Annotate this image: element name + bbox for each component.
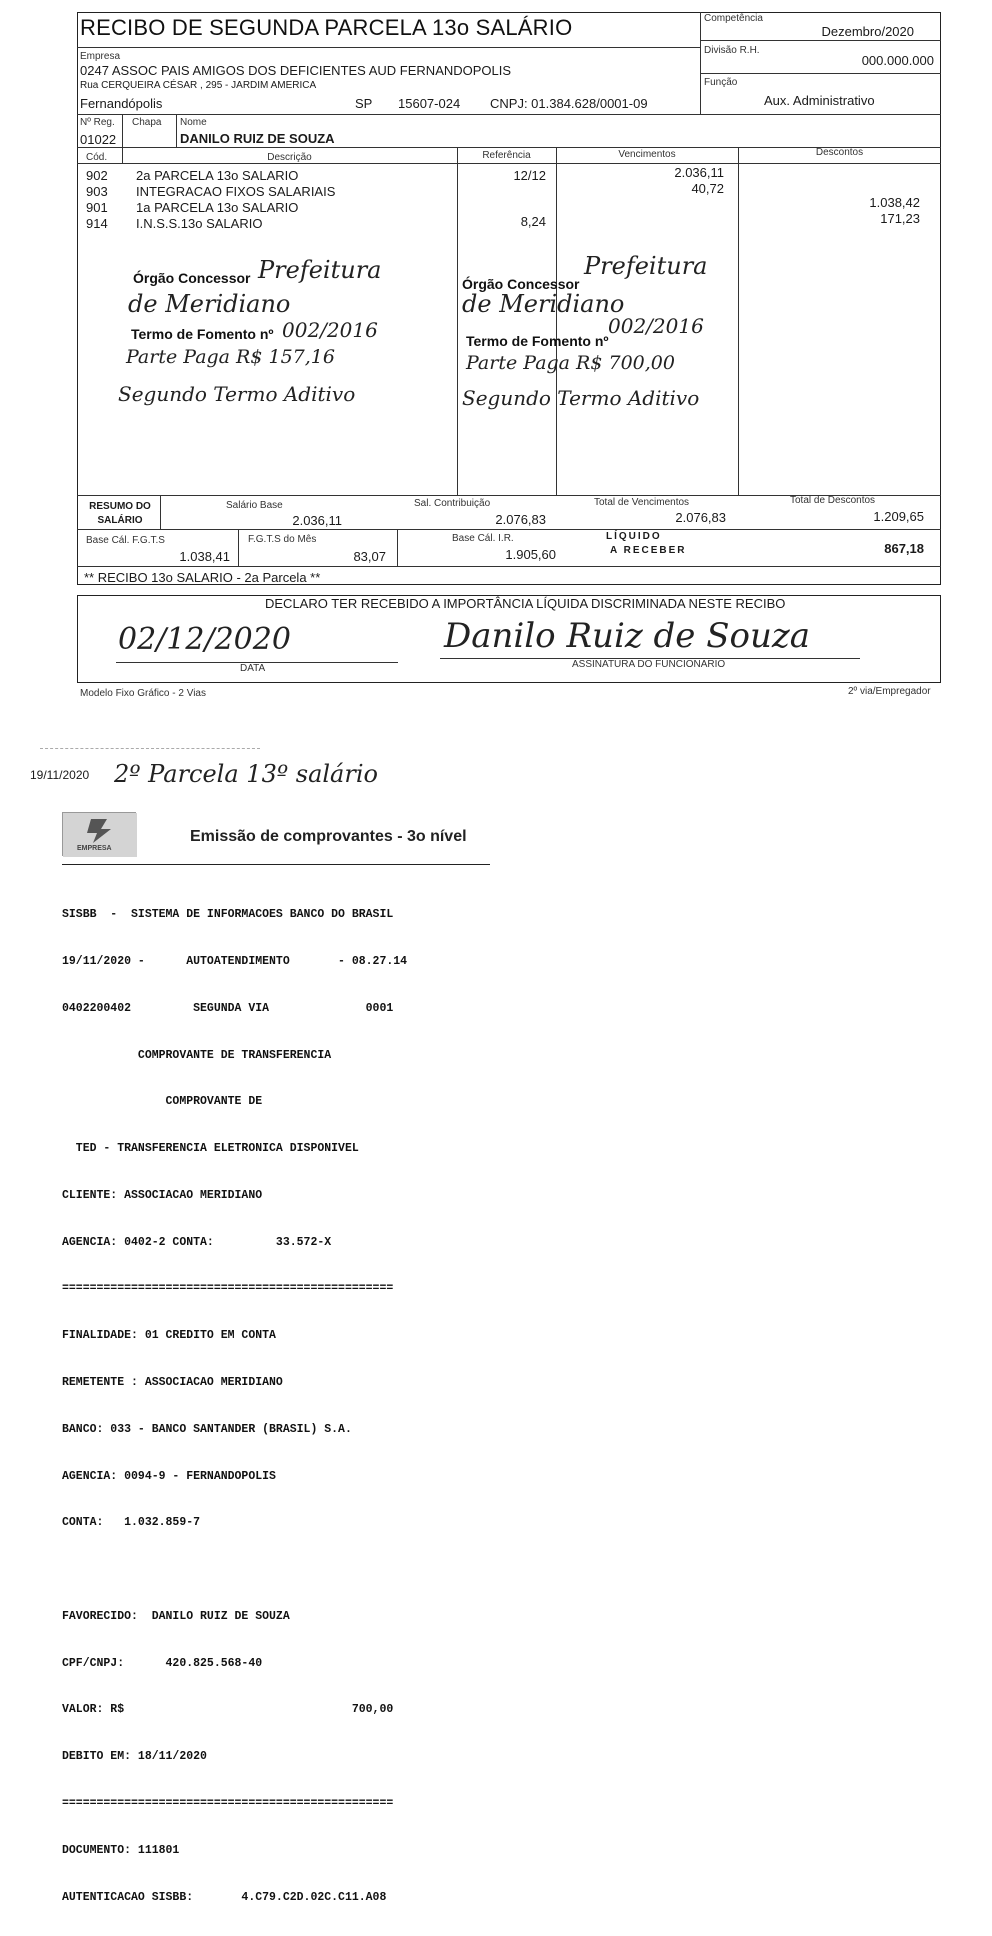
resumo-label: RESUMO DO SALÁRIO (89, 501, 151, 526)
sal-contrib-value: 2.076,83 (495, 512, 546, 527)
liquido-label-2: A RECEBER (610, 545, 687, 556)
divisao-value: 000.000.000 (861, 53, 934, 68)
row-desc: INTEGRACAO FIXOS SALARIAIS (136, 184, 336, 199)
empresa-cnpj: CNPJ: 01.384.628/0001-09 (490, 96, 648, 111)
liquido-label-1: LÍQUIDO (606, 531, 662, 542)
stamp-right-orgao-label: Órgão Concessor (462, 276, 580, 292)
funcao-value: Aux. Administrativo (764, 93, 875, 108)
comprovante-line: AGENCIA: 0094-9 - FERNANDOPOLIS (62, 1469, 276, 1483)
row-desc: I.N.S.S.13o SALARIO (136, 216, 263, 231)
col-descontos-header: Descontos (815, 147, 864, 158)
logo-text: EMPRESA (77, 845, 112, 852)
salario-base-value: 2.036,11 (292, 513, 342, 528)
receipt-title: RECIBO DE SEGUNDA PARCELA 13o SALÁRIO (80, 15, 573, 40)
competencia-label: Competência (704, 13, 763, 24)
fgts-mes-value: 83,07 (353, 549, 386, 564)
comprovante-line: BANCO: 033 - BANCO SANTANDER (BRASIL) S.A. (62, 1422, 352, 1436)
row-desc: 2a PARCELA 13o SALARIO (136, 168, 299, 183)
row-descontos: 171,23 (880, 211, 920, 226)
comprovante-line: FINALIDADE: 01 CREDITO EM CONTA (62, 1329, 276, 1343)
comprovante-line: REMETENTE : ASSOCIACAO MERIDIANO (62, 1376, 283, 1389)
nome-value: DANILO RUIZ DE SOUZA (180, 131, 335, 146)
stamp-left-line4: Segundo Termo Aditivo (118, 382, 356, 406)
liquido-value: 867,18 (884, 541, 924, 556)
funcao-label: Função (704, 77, 738, 88)
comprovante-line: 19/11/2020 - AUTOATENDIMENTO - 08.27.14 (62, 954, 408, 968)
total-venc-label: Total de Vencimentos (594, 497, 690, 508)
comprovante-line: FAVORECIDO: DANILO RUIZ DE SOUZA (62, 1609, 290, 1623)
salario-base-label: Salário Base (226, 500, 283, 511)
nome-label: Nome (180, 117, 207, 128)
empresa-label: Empresa (80, 51, 121, 62)
stamp-right-line4: Segundo Termo Aditivo (462, 386, 700, 410)
stamp-right-orgao-hand2: de Meridiano (462, 290, 625, 318)
row-cod: 901 (86, 200, 108, 215)
nreg-label: Nº Reg. (80, 117, 115, 128)
base-fgts-label: Base Cál. F.G.T.S (86, 535, 165, 546)
competencia-value: Dezembro/2020 (821, 24, 914, 39)
signature-handwritten: Danilo Ruiz de Souza (444, 616, 811, 656)
row-ref: 12/12 (513, 168, 546, 183)
comprovante-line: ================================================ (62, 1282, 394, 1296)
row-ref: 8,24 (520, 214, 546, 229)
company-logo (62, 812, 136, 856)
comprovante-line: DOCUMENTO: 111801 (62, 1843, 180, 1857)
comprovante-line: COMPROVANTE DE (62, 1095, 263, 1109)
sal-contrib-label: Sal. Contribuição (414, 498, 491, 509)
signature-label: ASSINATURA DO FUNCIONARIO (572, 659, 726, 670)
comprovante-date: 19/11/2020 (30, 768, 90, 782)
comprovante-hand-note: 2º Parcela 13º salário (114, 760, 378, 788)
row-cod: 903 (86, 184, 108, 199)
col-ref-header: Referência (482, 150, 531, 161)
declaration-text: DECLARO TER RECEBIDO A IMPORTÂNCIA LÍQUIDA DISCRIMINADA NESTE RECIBO (265, 596, 786, 611)
comprovante-line: DEBITO EM: 18/11/2020 (62, 1750, 207, 1764)
empresa-state: SP (355, 96, 373, 111)
comprovante-line: SISBB - SISTEMA DE INFORMACOES BANCO DO BRASIL (62, 908, 394, 922)
receipt-footer-note: ** RECIBO 13o SALARIO - 2a Parcela ** (84, 570, 321, 585)
comprovante-line: TED - TRANSFERENCIA ELETRONICA DISPONIVEL (62, 1142, 359, 1156)
comprovante-line: CONTA: 1.032.859-7 (62, 1516, 201, 1530)
stamp-right-orgao-hand: Prefeitura (584, 252, 708, 280)
via-note: 2º via/Empregador (848, 686, 931, 697)
comprovante-body (62, 876, 407, 1936)
base-fgts-value: 1.038,41 (179, 549, 230, 564)
comprovante-line: 0402200402 SEGUNDA VIA 0001 (62, 1001, 394, 1015)
date-label: DATA (240, 663, 266, 674)
nreg-value: 01022 (80, 132, 117, 147)
stamp-left-orgao-hand: Prefeitura (258, 256, 382, 284)
stamp-right-termo-hand: 002/2016 (608, 314, 704, 338)
base-ir-value: 1.905,60 (505, 547, 556, 562)
stamp-left-termo-hand: 002/2016 (282, 318, 378, 342)
row-venc: 40,72 (691, 181, 724, 196)
row-venc: 2.036,11 (674, 165, 724, 180)
stamp-left-orgao-label: Órgão Concessor (133, 270, 251, 286)
stamp-left-orgao-hand2: de Meridiano (128, 290, 291, 318)
row-descontos: 1.038,42 (869, 195, 920, 210)
col-desc-header: Descrição (267, 152, 312, 163)
row-desc: 1a PARCELA 13o SALARIO (136, 200, 299, 215)
row-cod: 914 (86, 216, 108, 231)
comprovante-line (62, 1562, 407, 1578)
fgts-mes-label: F.G.T.S do Mês (248, 534, 317, 545)
stamp-right-line3: Parte Paga R$ 700,00 (466, 352, 675, 374)
comprovante-line: CLIENTE: ASSOCIACAO MERIDIANO (62, 1188, 263, 1202)
empresa-name: 0247 ASSOC PAIS AMIGOS DOS DEFICIENTES AUD FERNANDOPOLIS (80, 63, 512, 78)
stamp-left-line3: Parte Paga R$ 157,16 (126, 346, 335, 368)
comprovante-line: AGENCIA: 0402-2 CONTA: 33.572-X (62, 1235, 332, 1249)
total-desc-label: Total de Descontos (790, 495, 876, 506)
comprovante-line: COMPROVANTE DE TRANSFERENCIA (62, 1048, 332, 1062)
col-cod-header: Cód. (86, 152, 108, 163)
stamp-left-termo-label: Termo de Fomento nº (131, 326, 274, 342)
stamp-right-termo-label: Termo de Fomento nº (466, 333, 609, 349)
divisao-label: Divisão R.H. (704, 45, 760, 56)
empresa-city: Fernandópolis (80, 96, 163, 111)
total-desc-value: 1.209,65 (873, 509, 924, 524)
col-venc-header: Vencimentos (618, 149, 676, 160)
total-venc-value: 2.076,83 (675, 510, 726, 525)
comprovante-line: CPF/CNPJ: 420.825.568-40 (62, 1656, 263, 1670)
chapa-label: Chapa (132, 117, 162, 128)
comprovante-heading: Emissão de comprovantes - 3o nível (190, 828, 467, 845)
row-cod: 902 (86, 168, 108, 183)
date-handwritten: 02/12/2020 (118, 622, 291, 657)
base-ir-label: Base Cál. I.R. (452, 533, 514, 544)
empresa-address: Rua CERQUEIRA CÉSAR , 295 - JARDIM AMERICA (80, 80, 317, 91)
comprovante-line: VALOR: R$ 700,00 (62, 1703, 394, 1717)
empresa-cep: 15607-024 (398, 96, 461, 111)
modelo-note: Modelo Fixo Gráfico - 2 Vias (80, 688, 206, 699)
comprovante-line: AUTENTICACAO SISBB: 4.C79.C2D.02C.C11.A08 (62, 1890, 387, 1904)
comprovante-line: ================================================ (62, 1797, 394, 1811)
